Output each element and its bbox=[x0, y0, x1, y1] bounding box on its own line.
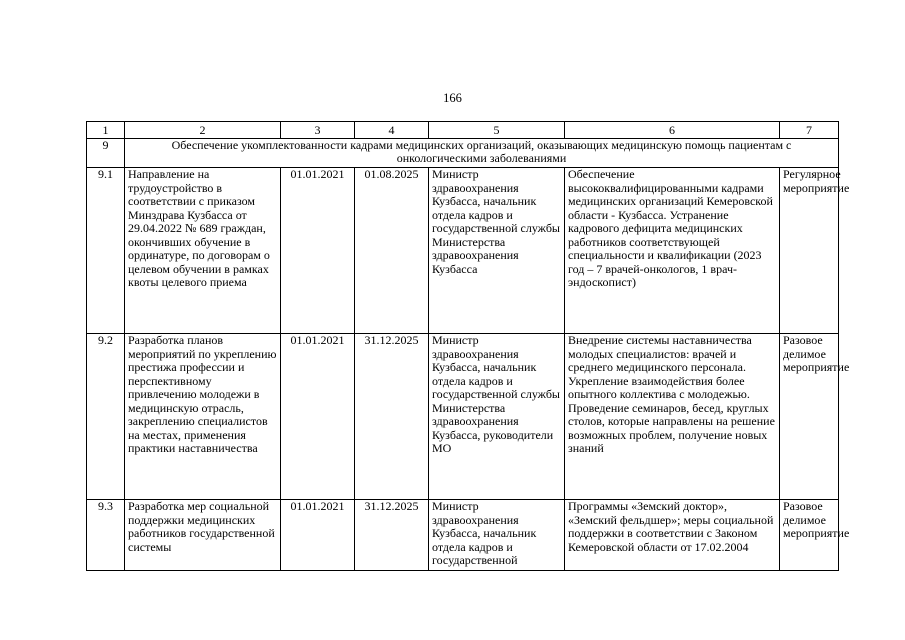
end-date: 01.08.2025 bbox=[355, 168, 429, 334]
result-cell: Программы «Земский доктор», «Земский фельдшер»; меры социальной поддержки в соответствии с Законом Кемеровской области от 17.02.2004 bbox=[565, 500, 780, 571]
action-cell: Разработка планов мероприятий по укреплению престижа профессии и перспективному привлечению молодежи в медицинскую отрасль, закреплению специалистов на местах, применения практики наставничества bbox=[125, 334, 281, 500]
type-cell: Регулярное мероприятие bbox=[780, 168, 839, 334]
column-header: 3 bbox=[281, 122, 355, 139]
column-header: 6 bbox=[565, 122, 780, 139]
responsible-cell: Министр здравоохранения Кузбасса, начальник отдела кадров и государственной bbox=[429, 500, 565, 571]
activities-table bbox=[86, 121, 850, 571]
action-cell: Направление на трудоустройство в соответствии с приказом Минздрава Кузбасса от 29.04.2022 № 689 граждан, окончивших обучение в ординатуре, по договорам о целевом обучении в рамках квоты целевого приема bbox=[125, 168, 281, 334]
responsible-cell: Министр здравоохранения Кузбасса, начальник отдела кадров и государственной службы Министерства здравоохранения Кузбасса bbox=[429, 168, 565, 334]
section-title: Обеспечение укомплектованности кадрами медицинских организаций, оказывающих медицинскую помощь пациентам с онкологическими заболеваниями bbox=[125, 139, 839, 168]
result-cell: Обеспечение высококвалифицированными кадрами медицинских организаций Кемеровской области - Кузбасса. Устранение кадрового дефицита медицинских работников соответствующей специальности и квалификации (2023 год – 7 врачей-онкологов, 1 врач-эндоскопист) bbox=[565, 168, 780, 334]
row-number: 9.2 bbox=[87, 334, 125, 500]
type-cell: Разовое делимое мероприятие bbox=[780, 334, 839, 500]
end-date: 31.12.2025 bbox=[355, 500, 429, 571]
table-row bbox=[87, 334, 839, 500]
result-cell: Внедрение системы наставничества молодых специалистов: врачей и среднего медицинского персонала. Укрепление взаимодействия более опытного коллектива с молодежью. Проведение семинаров, бесед, круглых столов, которые направлены на решение возможных проблем, получение новых знаний bbox=[565, 334, 780, 500]
start-date: 01.01.2021 bbox=[281, 334, 355, 500]
column-header: 5 bbox=[429, 122, 565, 139]
column-header: 7 bbox=[780, 122, 839, 139]
type-cell: Разовое делимое мероприятие bbox=[780, 500, 839, 571]
start-date: 01.01.2021 bbox=[281, 500, 355, 571]
column-header: 2 bbox=[125, 122, 281, 139]
section-number: 9 bbox=[87, 139, 125, 168]
table-row bbox=[87, 168, 839, 334]
section-row bbox=[87, 139, 839, 168]
page-number: 166 bbox=[443, 91, 462, 105]
start-date: 01.01.2021 bbox=[281, 168, 355, 334]
table-row bbox=[87, 500, 839, 571]
row-number: 9.3 bbox=[87, 500, 125, 571]
column-header: 4 bbox=[355, 122, 429, 139]
row-number: 9.1 bbox=[87, 168, 125, 334]
column-header-row bbox=[87, 122, 839, 139]
end-date: 31.12.2025 bbox=[355, 334, 429, 500]
responsible-cell: Министр здравоохранения Кузбасса, начальник отдела кадров и государственной службы Министерства здравоохранения Кузбасса, руководители МО bbox=[429, 334, 565, 500]
action-cell: Разработка мер социальной поддержки медицинских работников государственной системы bbox=[125, 500, 281, 571]
column-header: 1 bbox=[87, 122, 125, 139]
